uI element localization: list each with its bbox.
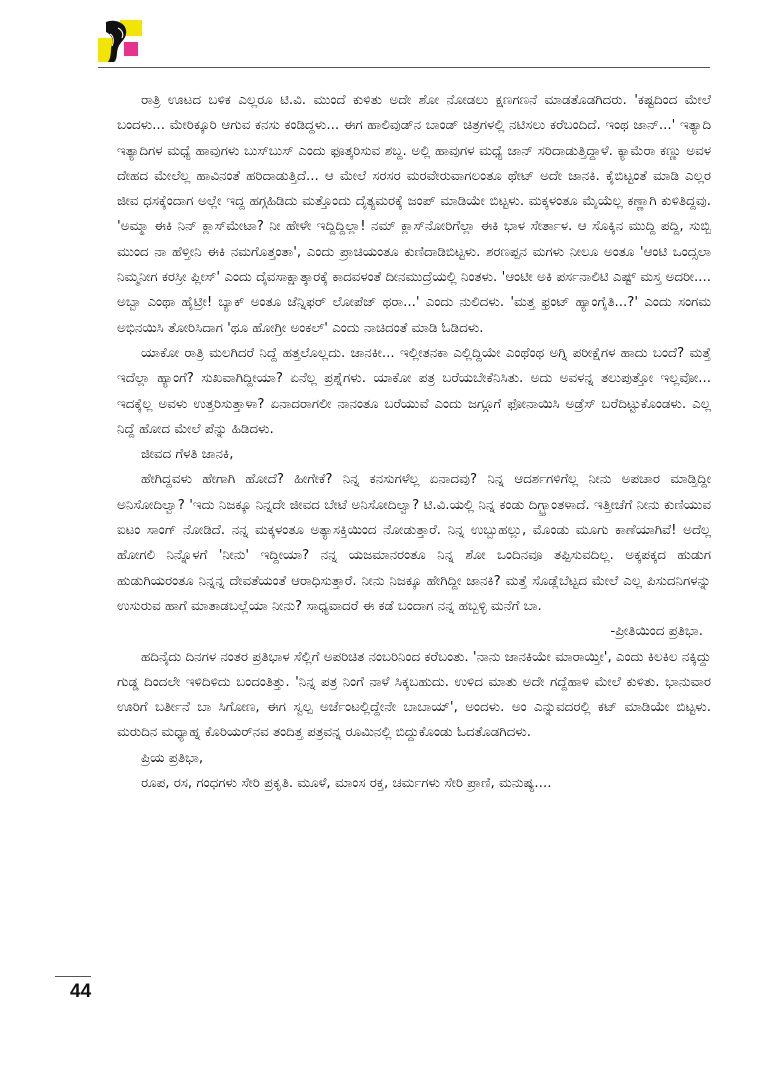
article-body <box>117 88 711 796</box>
paragraph: ರೂಪ, ರಸ, ಗಂಧಗಳು ಸೇರಿ ಪ್ರಕೃತಿ. ಮೂಳೆ, ಮಾಂಸ ರಕ್ತ, ಚರ್ಮಗಳು ಸೇರಿ ಪ್ರಾಣಿ, ಮನುಷ್ಯ.... <box>141 776 552 792</box>
footer-rule <box>55 976 91 977</box>
paragraph: ಯಾಕೋ ರಾತ್ರಿ ಮಲಗಿದರೆ ನಿದ್ದೆ ಹತ್ತಲೊಲ್ಲದು. ಜಾನಕೀ... ಇಲ್ಲೀತನಕಾ ಎಲ್ಲಿದ್ದಿಯೇ ಎಂಥೆಂಥ ಅಗ್ನಿ ಪರೀಕ್ಷೆಗಳ ಹಾದು ಬಂದೆ? ಮತ್ತೆ ಇದೆಲ್ಲಾ ಹ್ಯಾಂಗೆ? ಸುಖವಾಗಿದ್ದೀಯಾ? ಏನೆಲ್ಲ ಪ್ರಶ್ನೆಗಳು. ಯಾಕೋ ಪತ್ರ ಬರೆಯಬೇಕೆನಿಸಿತು. ಅದು ಅವಳನ್ನ ತಲುಪುತ್ತೋ ಇಲ್ಲವೋ... ಇದಕ್ಕೆಲ್ಲ ಅವಳು ಉತ್ತರಿಸುತ್ತಾಳಾ? ಏನಾದರಾಗಲೀ ನಾನಂತೂ ಬರೆಯುವೆ ಎಂದು ಜಗ್ಗೂಗೆ ಫೋನಾಯಿಸಿ ಅಡ್ರೆಸ್ ಬರೆದಿಟ್ಟುಕೊಂಡಳು. ಎಲ್ಲ ನಿದ್ದೆ ಹೋದ ಮೇಲೆ ಪೆನ್ನು ಹಿಡಿದಳು. <box>117 345 711 437</box>
page-number: 44 <box>70 981 92 1002</box>
header-rule <box>98 67 710 68</box>
paragraph: ಹೇಗಿದ್ದವಳು ಹೇಗಾಗಿ ಹೋದೆ? ಹೀಗೇಕೆ? ನಿನ್ನ ಕನಸುಗಳೆಲ್ಲ ಏನಾದವು? ನಿನ್ನ ಆದರ್ಶಗಳಿಗೆಲ್ಲ ನೀನು ಅಪಚಾರ ಮಾಡ್ತಿದ್ದೀ ಅನಿಸೋದಿಲ್ವಾ? 'ಇದು ನಿಜಕ್ಕೂ ನಿನ್ನದೇ ಜೀವದ ಬೇಟೆ ಅನಿಸೋದಿಲ್ವಾ? ಟಿ.ವಿ.ಯಲ್ಲಿ ನಿನ್ನ ಕಂಡು ದಿಗ್ಭ್ರಾಂತಳಾದೆ. ಇತ್ತೀಚೆಗೆ ನೀನು ಕುಣಿಯುವ ಐಟಂ ಸಾಂಗ್ ನೋಡಿದೆ. ನನ್ನ ಮಕ್ಕಳಂತೂ ಅತ್ಯಾಸಕ್ತಿಯಿಂದ ನೋಡುತ್ತಾರೆ. ನಿನ್ನ ಉಬ್ಬುಹಲ್ಲು, ಮೊಂಡು ಮೂಗು ಕಾಣೆಯಾಗಿವೆ! ಅದೆಲ್ಲ ಹೋಗಲಿ ನಿನ್ನೊಳಗೆ 'ನೀನು' ಇದ್ದೀಯಾ? ನನ್ನ ಯಜಮಾನರಂತೂ ನಿನ್ನ ಶೋ ಒಂದಿನವೂ ತಪ್ಪಿಸುವದಿಲ್ಲ. ಅಕ್ಕಪಕ್ಕದ ಹುಡುಗ ಹುಡುಗಿಯರಂತೂ ನಿನ್ನನ್ನ ದೇವತೆಯಂತೆ ಆರಾಧಿಸುತ್ತಾರೆ. ನೀನು ನಿಜಕ್ಕೂ ಹೇಗಿದ್ದೀ ಜಾನಕಿ? ಮತ್ತೆ ಸೊಡ್ಲೆಬೆಟ್ಟದ ಮೇಲೆ ಎಲ್ಲ ಪಿಸುದನಿಗಳನ್ನು ಉಸುರುವ ಹಾಗೆ ಮಾತಾಡಬಲ್ಲೆಯಾ ನೀನು? ಸಾಧ್ಯವಾದರೆ ಈ ಕಡೆ ಬಂದಾಗ ನನ್ನ ಹಬ್ಬಳ್ಳಿ ಮನೆಗೆ ಬಾ. <box>117 472 711 614</box>
paragraph: ಹದಿನೈದು ದಿನಗಳ ನಂತರ ಪ್ರತಿಭಾಳ ಸೆಲ್ಲಿಗೆ ಅಪರಿಚಿತ ನಂಬರಿನಿಂದ ಕರೆಬಂತು. 'ನಾನು ಜಾನಕಿಯೇ ಮಾರಾಯ್ತೀ', ಎಂದು ಕಿಲಕಿಲ ನಕ್ಕಿದ್ದು ಗುಡ್ಡ ದಿಂದಲೇ ಇಳಿದಿಳಿದು ಬಂದಂತಿತ್ತು. 'ನಿನ್ನ ಪತ್ರ ನಿಂಗೆ ನಾಳೆ ಸಿಕ್ಕಬಹುದು. ಉಳಿದ ಮಾತು ಅದೇ ಗದ್ದೆಹಾಳಿ ಮೇಲೆ ಕುಳಿತು. ಭಾನುವಾರ ಊರಿಗೆ ಬರ್ತೀನೆ ಬಾ ಸಿಗೋಣ, ಈಗ ಸ್ವಲ್ಪ ಅರ್ಜೆಂಟಲ್ಲಿದ್ದೇನೇ ಬಾಬಾಯ್', ಅಂದಳು. ಅಂ ಎನ್ನುವದರಲ್ಲಿ ಕಟ್ ಮಾಡಿಯೇ ಬಿಟ್ಟಳು. ಮರುದಿನ ಮಧ್ಯಾಹ್ನ ಕೊರಿಯರ್‌ನವ ತಂದಿತ್ತ ಪತ್ರವನ್ನ ರೂಮಿನಲ್ಲಿ ಬಿದ್ದುಕೊಂಡು ಓದತೊಡಗಿದಳು. <box>117 649 711 741</box>
paragraph: ರಾತ್ರಿ ಊಟದ ಬಳಿಕ ಎಲ್ಲರೂ ಟಿ.ವಿ. ಮುಂದೆ ಕುಳಿತು ಅದೇ ಶೋ ನೋಡಲು ಕ್ಷಣಗಣನೆ ಮಾಡತೊಡಗಿದರು. 'ಕಷ್ಟದಿಂದ ಮೇಲೆ ಬಂದಳು... ಮೇರಿಕ್ಕೂರಿ ಆಗುವ ಕನಸು ಕಂಡಿದ್ದಳು... ಈಗ ಹಾಲಿವುಡ್‌ನ ಬಾಂಡ್ ಚಿತ್ರಗಳಲ್ಲಿ ನಟಿಸಲು ಕರೆಬಂದಿದೆ. ಇಂಥ ಜಾನ್...' ಇತ್ಯಾದಿ ಇತ್ಯಾದಿಗಳ ಮಧ್ಯೆ ಹಾವುಗಳು ಬುಸ್‌ಬುಸ್ ಎಂದು ಫೂತ್ಕರಿಸುವ ಶಬ್ದ. ಅಲ್ಲಿ ಹಾವುಗಳ ಮಧ್ಯೆ ಜಾನ್ ಸರಿದಾಡುತ್ತಿದ್ದಾಳೆ. ಕ್ಯಾಮೆರಾ ಕಣ್ಣು ಅವಳ ದೇಹದ ಮೇಲೆಲ್ಲ ಹಾವಿನಂತೆ ಹರಿದಾಡುತ್ತಿದೆ... ಆ ಮೇಲೆ ಸರಸರ ಮರವೇರುವಾಗಲಂತೂ ಥೇಟ್ ಅದೇ ಜಾನಕಿ. ಕೈಬಿಟ್ಟಂತೆ ಮಾಡಿ ಎಲ್ಲರ ಜೀವ ಧಸಕ್ಕೆಂದಾಗ ಅಲ್ಲೇ ಇದ್ದ ಹಗ್ಗಹಿಡಿದು ಮತ್ತೊಂದು ದೈತ್ಯಮರಕ್ಕೆ ಜಂಪ್ ಮಾಡಿಯೇ ಬಿಟ್ಟಳು. ಮಕ್ಕಳಂತೂ ಮೈಯೆಲ್ಲ ಕಣ್ಣಾಗಿ ಕುಳಿತಿದ್ದವು. 'ಅಮ್ಮಾ ಈಕಿ ನಿನ್ ಕ್ಲಾಸ್‌ಮೇಟಾ? ನೀ ಹೇಳೇ ಇದ್ದಿದ್ದಿಲ್ಲಾ! ನಮ್ ಕ್ಲಾಸ್‌ನೋರಿಗೆಲ್ಲಾ ಈಕಿ ಭಾಳ ಸೇರ್ತಾಳ. ಆ ಸೊಕ್ಕಿನ ಮುದ್ದಿ ಪದ್ದಿ, ಸುಬ್ಬಿ ಮುಂದ ನಾ ಹೆಳ್ತೀನಿ ಈಕಿ ನಮಗೊತ್ತಂತಾ', ಎಂದು ಪ್ರಾಚಿಯಂತೂ ಕುಣಿದಾಡಿಬಿಟ್ಟಳು. ಶರಣಪ್ಪನ ಮಗಳು ನೀಲೂ ಅಂತೂ 'ಆಂಟಿ ಒಂದ್ಸಲಾ ನಿಮ್ಮನೀಗ ಕರಸ್ರೀ ಪ್ಲೀಸ್' ಎಂದು ದೈವಸಾಕ್ಷಾತ್ಕಾರಕ್ಕೆ ಕಾದವಳಂತೆ ದೀನಮುದ್ರೆಯಲ್ಲಿ ನಿಂತಳು. 'ಆಂಟೀ ಅಕಿ ಪರ್ಸನಾಲಿಟಿ ಎಷ್ಟ್ ಮಸ್ತ ಅದರೀ.... ಅಬ್ಬಾ ಎಂಥಾ ಹೈಟ್ರೀ! ಬ್ಯಾಕ್ ಅಂತೂ ಜೆನ್ನಿಫರ್ ಲೋಪೆಜ್ ಥರಾ...' ಎಂದು ನುಲಿದಳು. 'ಮತ್ತ ಫ್ರಂಟ್ ಹ್ಯಾಂಗೈತಿ...?' ಎಂದು ಸಂಗಮ ಅಭಿನಯಿಸಿ ತೋರಿಸಿದಾಗ 'ಥೂ ಹೋಗ್ರೀ ಅಂಕಲ್' ಎಂದು ನಾಚಿದಂತೆ ಮಾಡಿ ಓಡಿದಳು. <box>117 93 711 336</box>
letter-salutation: ಜೀವದ ಗೆಳತಿ ಜಾನಕಿ, <box>141 447 234 463</box>
letter-salutation: ಪ್ರಿಯ ಪ್ರತಿಭಾ, <box>141 750 204 766</box>
face-sketch-icon <box>98 20 142 62</box>
letter-signature: -ಪ್ರೀತಿಯಿಂದ ಪ್ರತಿಭಾ. <box>610 624 703 640</box>
